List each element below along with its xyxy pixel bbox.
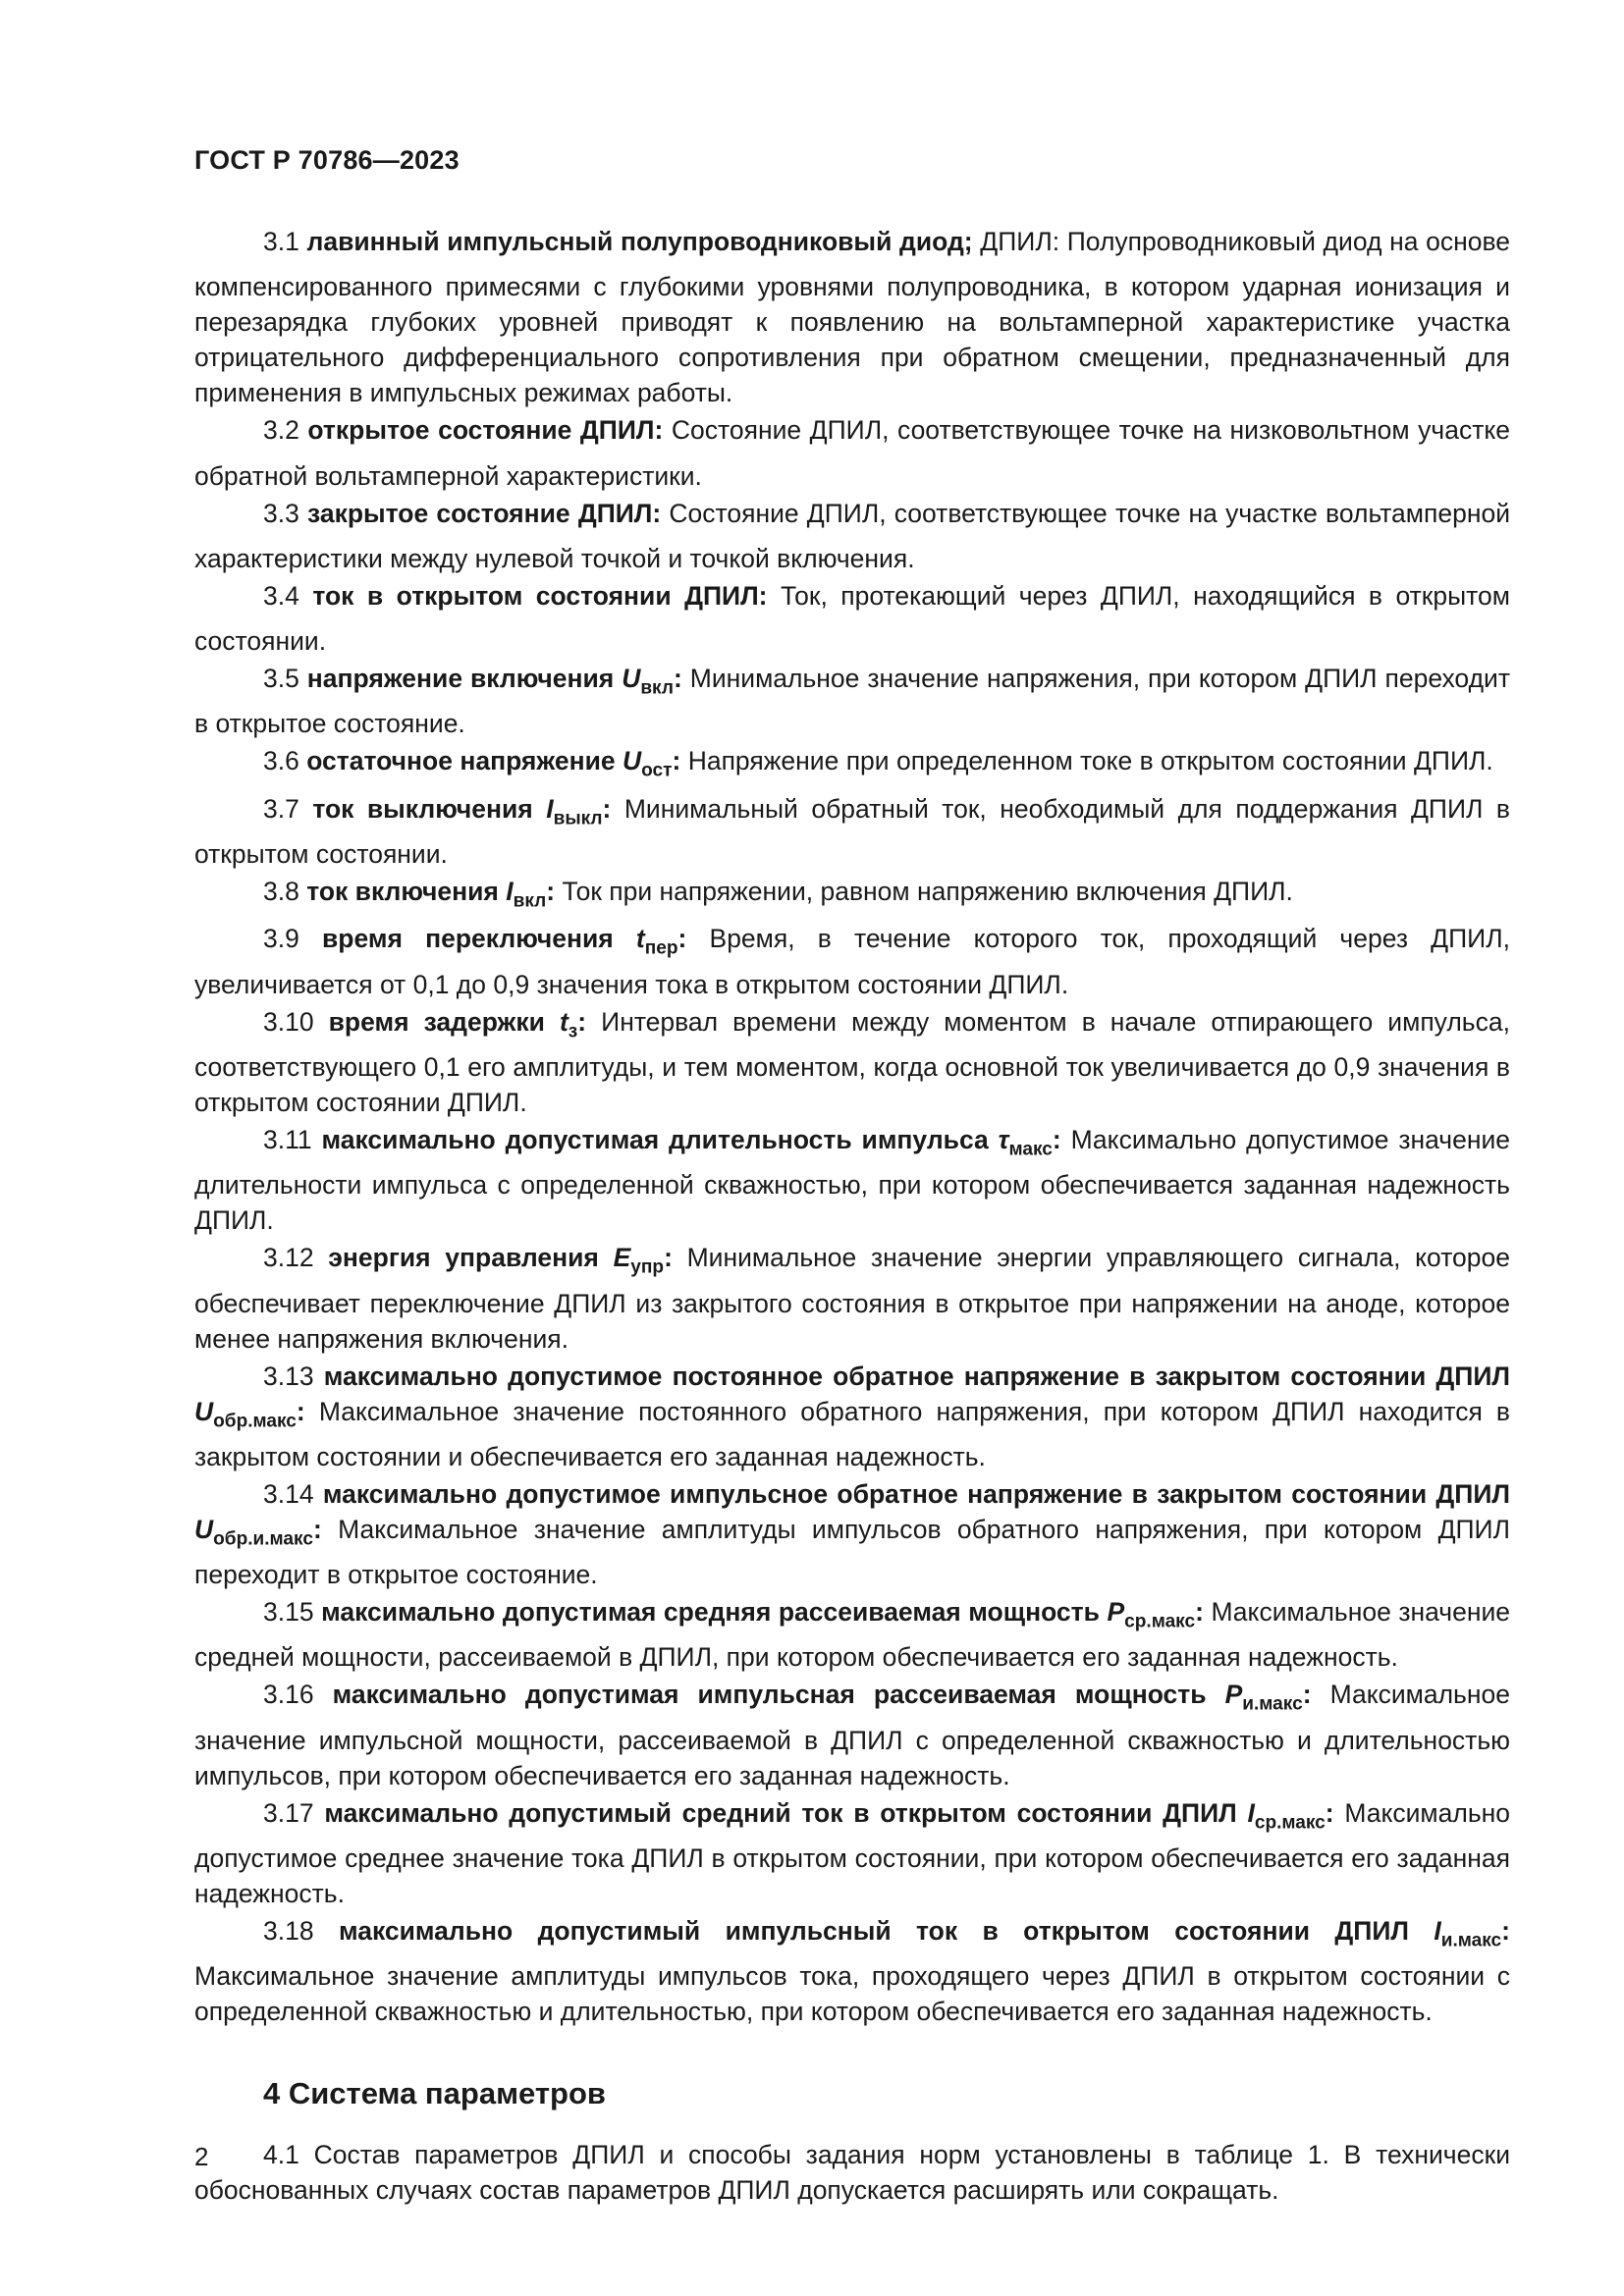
term-definition: Максимально допустимое среднее значение тока ДПИЛ в открытом состоянии, при котором обеспечивается его заданная надежность. <box>194 1797 1511 1909</box>
section-title: 4 Система параметров <box>263 2076 606 2111</box>
term-number: 3.9 <box>263 924 299 954</box>
term-definition: Ток при напряжении, равном напряжению включения ДПИЛ. <box>562 877 1293 907</box>
term-definition: Максимальное значение средней мощности, рассеиваемой в ДПИЛ, при котором обеспечивается его заданная надежность. <box>194 1597 1510 1673</box>
term-entry: 3.7 ток выключения $I_{выкл}$: Минимальный обратный ток, необходимый для поддержания ДПИЛ в открытом состоянии. <box>194 793 1510 870</box>
term-symbol: $U_{обр.макс}$ <box>194 1396 297 1431</box>
term-symbol: $U_{ост}$ <box>622 746 673 781</box>
term-number: 3.15 <box>263 1597 314 1628</box>
term-name: энергия управления <box>328 1243 599 1273</box>
paragraph-4-1: 4.1 Состав параметров ДПИЛ и способы задания норм установлены в таблице 1. В технически обоснованных случаях состав параметров ДПИЛ допускается расширять или сокращать. <box>194 2140 1510 2206</box>
term-entry: 3.8 ток включения $I_{вкл}$: Ток при напряжении, равном напряжению включения ДПИЛ. <box>263 877 1293 912</box>
term-entry: 3.14 максимально допустимое импульсное обратное напряжение в закрытом состоянии ДПИЛ $U_{обр.и.макс}$: Максимальное значение амплитуды импульсов обратного напряжения, при котором ДПИЛ переходит в открытое состояние. <box>194 1478 1510 1590</box>
term-number: 3.16 <box>263 1680 314 1710</box>
term-number: 3.18 <box>263 1916 314 1947</box>
term-number: 3.7 <box>263 793 299 824</box>
term-definition: Максимальное значение постоянного обратного напряжения, при котором ДПИЛ находится в закрытом состоянии и обеспечивается его заданная надежность. <box>194 1396 1510 1471</box>
term-entry <box>194 496 1510 576</box>
term-name: время переключения <box>322 924 614 954</box>
term-number: 3.11 <box>263 1124 312 1154</box>
term-name: максимально допустимый импульсный ток в открытом состоянии ДПИЛ <box>338 1916 1409 1947</box>
term-name: напряжение включения <box>306 664 615 694</box>
term-entry <box>194 412 1510 493</box>
term-name: лавинный импульсный полупроводниковый диод; <box>306 227 973 256</box>
term-name: остаточное напряжение <box>306 746 616 776</box>
term-definition: Напряжение при определенном токе в открытом состоянии ДПИЛ. <box>687 746 1493 776</box>
term-name: максимально допустимый средний ток в открытом состоянии ДПИЛ <box>324 1797 1237 1828</box>
term-number: 3.4 <box>263 580 299 611</box>
term-number: 3.10 <box>263 1006 314 1037</box>
term-name: максимально допустимое импульсное обратное напряжение в закрытом состоянии ДПИЛ <box>322 1478 1510 1509</box>
term-symbol: $U_{обр.и.макс}$ <box>194 1514 313 1550</box>
term-entry: 3.17 максимально допустимый средний ток в открытом состоянии ДПИЛ $I_{ср.макс}$: Максимально допустимое среднее значение тока ДПИЛ в открытом состоянии, при котором обеспечивается его заданная надежность. <box>194 1797 1511 1909</box>
term-name: максимально допустимое постоянное обратное напряжение в закрытом состоянии ДПИЛ <box>323 1361 1510 1391</box>
term-entry: 3.13 максимально допустимое постоянное обратное напряжение в закрытом состоянии ДПИЛ $U_{обр.макс}$: Максимальное значение постоянного обратного напряжения, при котором ДПИЛ находится в закрытом состоянии и обеспечивается его заданная надежность. <box>194 1361 1510 1471</box>
term-name: открытое состояние ДПИЛ: <box>307 415 664 446</box>
term-name: закрытое состояние ДПИЛ: <box>307 498 662 528</box>
term-symbol: $E_{упр}$ <box>613 1243 665 1278</box>
term-entry: 3.9 время переключения $t_{пер}$: Время, в течение которого ток, проходящий через ДПИЛ, увеличивается от 0,1 до 0,9 значения тока в открытом состоянии ДПИЛ. <box>194 924 1510 999</box>
term-symbol: $t_з$ <box>559 1006 578 1041</box>
term-definition: Минимальное значение энергии управляющего сигнала, которое обеспечивает переключение ДПИЛ из закрытого состояния в открытое при напряжении на аноде, которое менее напряжения включения. <box>194 1243 1510 1354</box>
term-number: 3.14 <box>263 1478 314 1509</box>
term-entry: 3.11 максимально допустимая длительность импульса $\tau_{макс}$: Максимально допустимое значение длительности импульса с определенной скважностью, при котором обеспечивается заданная надежность ДПИЛ. <box>194 1124 1510 1236</box>
term-number: 3.17 <box>263 1797 314 1828</box>
term-symbol: $\tau_{макс}$ <box>998 1124 1053 1160</box>
term-definition: Максимальное значение амплитуды импульсов тока, проходящего через ДПИЛ в открытом состоянии с определенной скважностью и длительностью, при котором обеспечивается его заданная надежность. <box>194 1961 1510 2027</box>
term-definition: Максимальное значение амплитуды импульсов обратного напряжения, при котором ДПИЛ переходит в открытое состояние. <box>194 1514 1510 1590</box>
term-definition: Минимальное значение напряжения, при котором ДПИЛ переходит в открытое состояние. <box>194 664 1510 739</box>
term-symbol: $t_{пер}$ <box>635 924 678 959</box>
term-definition: ДПИЛ: Полупроводниковый диод на основе компенсированного примесями с глубокими уровнями полупроводника, в котором ударная ионизация и перезарядка глубоких уровней приводят к появлению на вольтамперной характеристике участка отрицательного дифференциального сопротивления при обратном смещении, предназначенный для применения в импульсных режимах работы. <box>194 227 1511 408</box>
term-name: максимально допустимая импульсная рассеиваемая мощность <box>332 1680 1207 1710</box>
term-number: 3.6 <box>263 746 299 776</box>
term-entry: 3.10 время задержки $t_з$: Интервал времени между моментом в начале отпирающего импульса, соответствующего 0,1 его амплитуды, и тем моментом, когда основной ток увеличивается до 0,9 значения в открытом состоянии ДПИЛ. <box>194 1006 1510 1117</box>
term-number: 3.3 <box>263 498 299 528</box>
term-entry: 3.15 максимально допустимая средняя рассеиваемая мощность $P_{ср.макс}$: Максимальное значение средней мощности, рассеиваемой в ДПИЛ, при котором обеспечивается его заданная надежность. <box>194 1597 1510 1673</box>
term-number: 3.8 <box>263 877 299 907</box>
term-name: ток в открытом состоянии ДПИЛ: <box>312 580 768 611</box>
terms-list <box>194 224 1510 2029</box>
term-number: 3.13 <box>263 1361 314 1391</box>
term-entry: 3.16 максимально допустимая импульсная рассеиваемая мощность $P_{и.макс}$: Максимальное значение импульсной мощности, рассеиваемой в ДПИЛ с определенной скважностью и длительностью импульсов, при котором обеспечивается его заданная надежность. <box>194 1680 1510 1790</box>
term-name: ток включения <box>306 877 499 907</box>
term-entry: 3.6 остаточное напряжение $U_{ост}$: Напряжение при определенном токе в открытом состоянии ДПИЛ. <box>263 746 1493 781</box>
term-symbol: $I_{ср.макс}$ <box>1247 1797 1326 1834</box>
term-definition: Интервал времени между моментом в начале отпирающего импульса, соответствующего 0,1 его амплитуды, и тем моментом, когда основной ток увеличивается до 0,9 значения в открытом состоянии ДПИЛ. <box>194 1006 1510 1117</box>
term-number: 3.2 <box>263 415 299 446</box>
term-number: 3.1 <box>263 227 299 256</box>
term-entry <box>194 578 1510 659</box>
page-number: 2 <box>194 2142 209 2171</box>
document-body <box>194 224 1510 2208</box>
standard-header: ГОСТ Р 70786—2023 <box>194 145 460 175</box>
term-definition: Состояние ДПИЛ, соответствующее точке на низковольтном участке обратной вольтамперной характеристики. <box>194 415 1510 491</box>
term-entry: 3.5 напряжение включения $U_{вкл}$: Минимальное значение напряжения, при котором ДПИЛ переходит в открытое состояние. <box>194 664 1510 739</box>
term-symbol: $I_{выкл}$ <box>546 793 603 829</box>
term-definition: Максимально допустимое значение длительности импульса с определенной скважностью, при котором обеспечивается заданная надежность ДПИЛ. <box>194 1124 1510 1236</box>
term-name: максимально допустимая средняя рассеиваемая мощность <box>321 1597 1100 1628</box>
term-symbol: $P_{ср.макс}$ <box>1107 1597 1196 1632</box>
term-symbol: $I_{вкл}$ <box>506 877 547 912</box>
term-symbol: $I_{и.макс}$ <box>1434 1916 1502 1951</box>
term-name: время задержки <box>328 1006 545 1037</box>
term-number: 3.12 <box>263 1243 314 1273</box>
term-entry: 3.12 энергия управления $E_{упр}$: Минимальное значение энергии управляющего сигнала, которое обеспечивает переключение ДПИЛ из закрытого состояния в открытое при напряжении на аноде, которое менее напряжения включения. <box>194 1243 1510 1354</box>
term-number: 3.5 <box>263 664 299 694</box>
term-entry: 3.18 максимально допустимый импульсный ток в открытом состоянии ДПИЛ $I_{и.макс}$: Максимальное значение амплитуды импульсов тока, проходящего через ДПИЛ в открытом состоянии с определенной скважностью и длительностью, при котором обеспечивается его заданная надежность. <box>194 1916 1510 2027</box>
term-definition: Минимальный обратный ток, необходимый для поддержания ДПИЛ в открытом состоянии. <box>194 793 1510 870</box>
term-definition: Время, в течение которого ток, проходящий через ДПИЛ, увеличивается от 0,1 до 0,9 значения тока в открытом состоянии ДПИЛ. <box>194 924 1510 999</box>
term-name: ток выключения <box>312 793 533 824</box>
term-definition: Состояние ДПИЛ, соответствующее точке на участке вольтамперной характеристики между нулевой точкой и точкой включения. <box>194 498 1510 573</box>
term-definition: Максимальное значение импульсной мощности, рассеиваемой в ДПИЛ с определенной скважностью и длительностью импульсов, при котором обеспечивается его заданная надежность. <box>194 1680 1510 1790</box>
term-name: максимально допустимая длительность импульса <box>321 1124 989 1154</box>
term-symbol: $P_{и.макс}$ <box>1224 1680 1303 1715</box>
term-symbol: $U_{вкл}$ <box>622 664 674 699</box>
term-entry <box>194 224 1510 410</box>
term-definition: Ток, протекающий через ДПИЛ, находящийся в открытом состоянии. <box>194 580 1510 657</box>
